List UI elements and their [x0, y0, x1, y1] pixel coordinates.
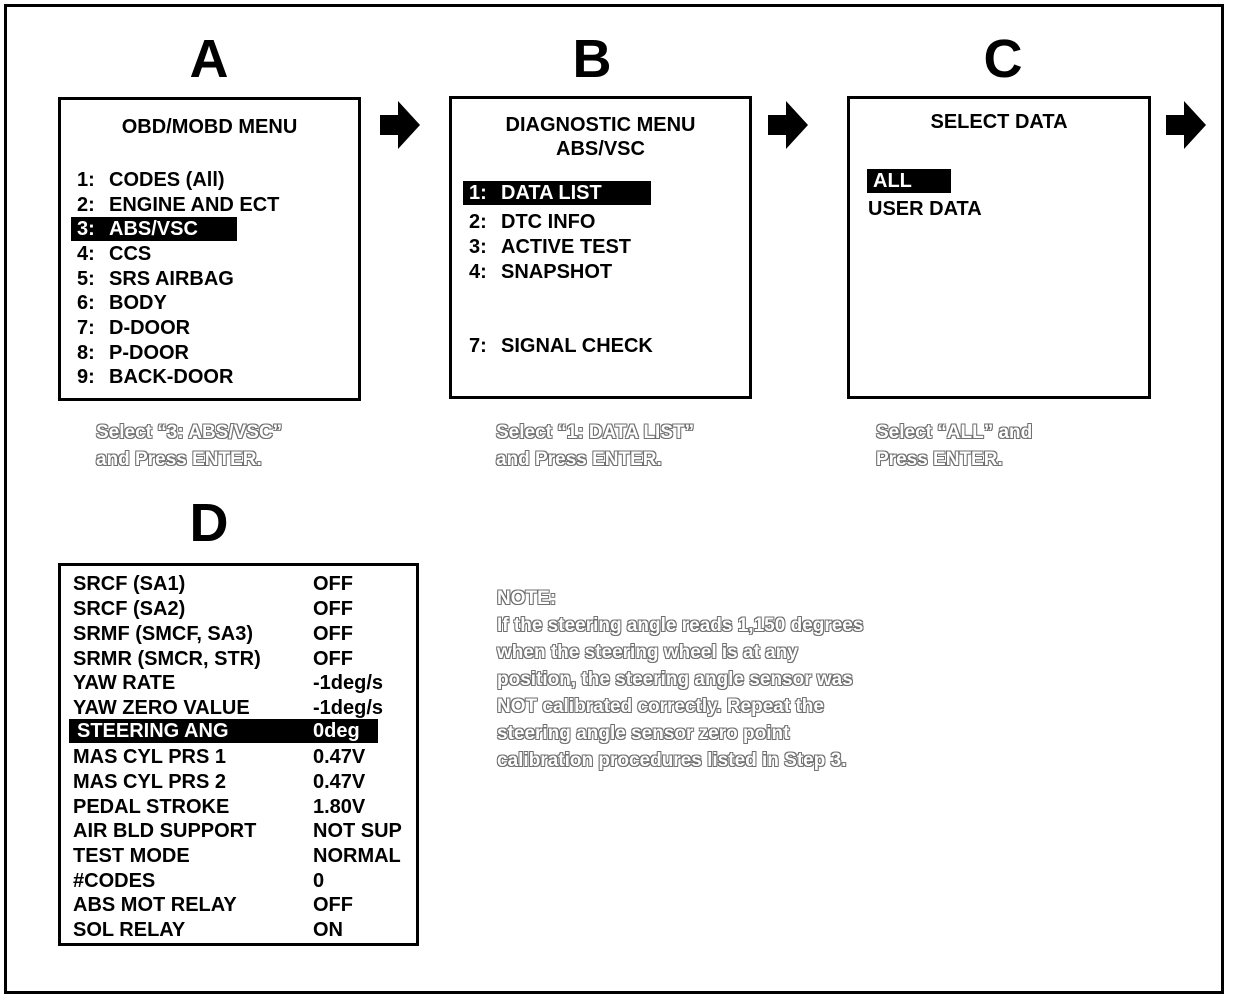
data-row-yaw-zero-value: YAW ZERO VALUE -1deg/s — [73, 697, 384, 719]
data-row-srmr: SRMR (SMCR, STR) OFF — [73, 648, 353, 670]
note-block — [497, 585, 863, 774]
step-letter-c: C — [983, 29, 1023, 89]
screen-data-list — [58, 563, 419, 946]
caption-step-a: Select “3: ABS/VSC” and Press ENTER. — [96, 422, 283, 470]
data-row-abs-mot-relay: ABS MOT RELAY OFF — [73, 894, 353, 916]
menu-item-srs-airbag[interactable]: 5: SRS AIRBAG — [77, 268, 234, 290]
screen-title: SELECT DATA — [930, 111, 1068, 133]
screen-obd-menu — [58, 97, 361, 401]
menu-item-body[interactable]: 6: BODY — [77, 292, 167, 314]
data-row-steering-ang[interactable]: STEERING ANG 0deg — [69, 719, 378, 743]
screen-diagnostic-menu — [449, 96, 752, 399]
screen-title-line2: ABS/VSC — [556, 138, 645, 160]
data-row-sol-relay: SOL RELAY ON — [73, 919, 343, 941]
menu-item-data-list[interactable]: 1: DATA LIST — [463, 181, 651, 205]
screen-select-data — [847, 96, 1151, 399]
step-letter-b: B — [572, 29, 612, 89]
menu-item-codes-all[interactable]: 1: CODES (All) — [77, 169, 225, 191]
note-line: calibration procedures listed in Step 3. — [497, 750, 847, 771]
note-line: when the steering wheel is at any — [497, 642, 798, 663]
caption-step-b: Select “1: DATA LIST” and Press ENTER. — [496, 422, 695, 470]
data-row-yaw-rate: YAW RATE -1deg/s — [73, 672, 384, 694]
data-row-pedal-stroke: PEDAL STROKE 1.80V — [73, 796, 366, 818]
data-row-mas-cyl-prs-2: MAS CYL PRS 2 0.47V — [73, 771, 366, 793]
arrow-right-icon — [768, 101, 808, 149]
note-heading: NOTE: — [497, 588, 557, 609]
menu-item-abs-vsc[interactable]: 3: ABS/VSC — [71, 217, 237, 241]
data-row-srcf-sa2: SRCF (SA2) OFF — [73, 598, 353, 620]
caption-step-c: Select “ALL” and Press ENTER. — [876, 422, 1033, 470]
note-line: If the steering angle reads 1,150 degrees — [497, 615, 864, 636]
screen-title-line1: DIAGNOSTIC MENU — [505, 114, 696, 136]
note-line: NOT calibrated correctly. Repeat the — [497, 696, 824, 717]
menu-item-d-door[interactable]: 7: D-DOOR — [77, 317, 191, 339]
note-line: position, the steering angle sensor was — [497, 669, 853, 690]
screen-title: OBD/MOBD MENU — [121, 116, 298, 138]
select-item-all[interactable]: ALL — [867, 169, 951, 193]
data-row-air-bld-support: AIR BLD SUPPORT NOT SUP — [73, 820, 402, 842]
data-row-mas-cyl-prs-1: MAS CYL PRS 1 0.47V — [73, 746, 366, 768]
data-row-srmf: SRMF (SMCF, SA3) OFF — [73, 623, 353, 645]
arrow-right-icon — [1166, 101, 1206, 149]
arrow-right-icon — [380, 101, 420, 149]
step-letter-d: D — [189, 493, 229, 553]
step-letter-a: A — [189, 29, 229, 89]
data-row-test-mode: TEST MODE NORMAL — [73, 845, 401, 867]
select-item-user-data[interactable]: USER DATA — [868, 198, 982, 220]
menu-item-dtc-info[interactable]: 2: DTC INFO — [469, 211, 596, 233]
menu-item-ccs[interactable]: 4: CCS — [77, 243, 152, 265]
data-row-srcf-sa1: SRCF (SA1) OFF — [73, 573, 353, 595]
note-line: steering angle sensor zero point — [497, 723, 790, 744]
menu-item-active-test[interactable]: 3: ACTIVE TEST — [469, 236, 632, 258]
menu-item-back-door[interactable]: 9: BACK-DOOR — [77, 366, 234, 388]
menu-item-p-door[interactable]: 8: P-DOOR — [77, 342, 189, 364]
data-row-codes: #CODES 0 — [73, 870, 325, 892]
menu-item-snapshot[interactable]: 4: SNAPSHOT — [469, 261, 613, 283]
menu-item-signal-check[interactable]: 7: SIGNAL CHECK — [469, 335, 653, 357]
menu-item-engine-ect[interactable]: 2: ENGINE AND ECT — [77, 194, 280, 216]
